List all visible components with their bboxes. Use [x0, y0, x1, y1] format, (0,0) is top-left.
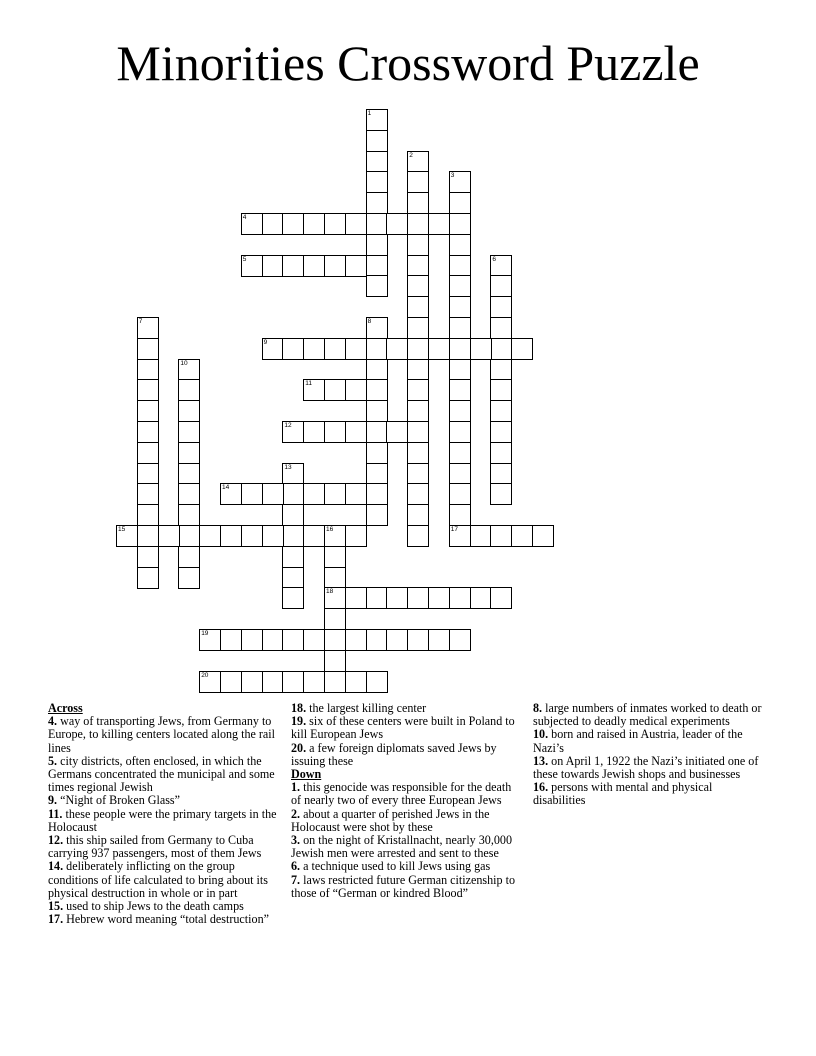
crossword-cell[interactable] [366, 275, 388, 297]
crossword-cell[interactable] [282, 338, 304, 360]
crossword-cell[interactable] [407, 255, 429, 277]
crossword-cell[interactable] [386, 338, 408, 360]
crossword-cell[interactable] [303, 255, 325, 277]
clue-text: way of transporting Jews, from Germany to Europe, to killing centers located along the rail lines [48, 714, 276, 755]
clue-number-label: 3. [291, 833, 301, 848]
crossword-cell[interactable] [366, 421, 388, 443]
crossword-cell[interactable] [366, 255, 388, 277]
crossword-cell[interactable] [241, 671, 263, 693]
clue-number: 8 [367, 318, 372, 325]
clue-text: Hebrew word meaning “total destruction” [63, 912, 269, 927]
clue-number-label: 15. [48, 899, 64, 914]
crossword-cell[interactable] [282, 525, 304, 547]
crossword-cell[interactable] [282, 213, 304, 235]
crossword-cell[interactable] [303, 525, 325, 547]
clue-number: 3 [450, 172, 455, 180]
down-clue [533, 755, 765, 781]
clue-number: 14 [222, 484, 230, 492]
crossword-cell[interactable] [532, 525, 554, 547]
crossword-cell[interactable] [428, 629, 450, 651]
crossword-cell[interactable] [490, 296, 512, 318]
crossword-cell[interactable] [137, 567, 159, 589]
crossword-cell[interactable] [366, 504, 388, 526]
crossword-cell[interactable] [199, 671, 221, 693]
crossword-cell[interactable] [137, 463, 159, 485]
crossword-cell[interactable] [282, 483, 304, 505]
crossword-cell[interactable] [282, 671, 304, 693]
crossword-cell[interactable] [158, 525, 180, 547]
clue-text: on the night of Kristallnacht, nearly 30,000 Jewish men were arrested and sent to these [291, 833, 513, 861]
crossword-cell[interactable] [366, 379, 388, 401]
crossword-cell[interactable] [407, 587, 429, 609]
clue-text: deliberately inflicting on the group conditions of life calculated to bring about its physical destruction in whole or in part [48, 859, 268, 900]
crossword-cell[interactable] [220, 671, 242, 693]
crossword-cell[interactable] [324, 525, 346, 547]
crossword-cell[interactable] [178, 400, 200, 422]
crossword-cell[interactable] [303, 421, 325, 443]
clue-number-label: 18. [291, 701, 307, 715]
clue-number: 17 [450, 526, 459, 533]
crossword-cell[interactable] [449, 463, 471, 485]
crossword-cell[interactable] [449, 234, 471, 256]
crossword-cell[interactable] [345, 255, 367, 277]
crossword-cell[interactable] [178, 442, 200, 464]
crossword-cell[interactable] [366, 171, 388, 193]
crossword-cell[interactable] [178, 483, 200, 505]
down-clue-list [291, 781, 523, 900]
crossword-cell[interactable] [490, 400, 512, 422]
clue-text: this genocide was responsible for the death of nearly two of every three European Jews [291, 780, 512, 808]
crossword-cell[interactable] [511, 338, 533, 360]
crossword-cell[interactable] [449, 400, 471, 422]
crossword-cell[interactable] [366, 629, 388, 651]
crossword-cell[interactable] [470, 587, 492, 609]
crossword-cell[interactable] [324, 483, 346, 505]
crossword-cell[interactable] [407, 379, 429, 401]
crossword-cell[interactable] [137, 421, 159, 443]
crossword-cell[interactable] [137, 359, 159, 381]
crossword-cell[interactable] [282, 546, 304, 568]
clue-text: this ship sailed from Germany to Cuba carrying 937 passengers, most of them Jews [48, 833, 262, 861]
clue-number-label: 1. [291, 780, 301, 795]
crossword-cell[interactable] [345, 338, 367, 360]
crossword-cell[interactable] [407, 213, 429, 235]
crossword-cell[interactable] [366, 234, 388, 256]
crossword-cell[interactable] [366, 359, 388, 381]
crossword-cell[interactable] [241, 255, 263, 277]
crossword-cell[interactable] [137, 483, 159, 505]
crossword-cell[interactable] [449, 255, 471, 277]
crossword-cell[interactable] [137, 317, 159, 339]
clue-text: the largest killing center [306, 701, 427, 715]
across-clue-list [48, 715, 280, 926]
clue-number-label: 8. [533, 701, 543, 715]
clue-text: city districts, often enclosed, in which the Germans concentrated the municipal and some times regional Jewish [48, 753, 275, 795]
crossword-cell[interactable] [303, 483, 325, 505]
crossword-cell[interactable] [282, 255, 304, 277]
down-clue [291, 808, 523, 834]
crossword-cell[interactable] [137, 546, 159, 568]
crossword-cell[interactable] [490, 317, 512, 339]
down-clue-list-continued [533, 702, 765, 808]
crossword-cell[interactable] [137, 379, 159, 401]
clue-number: 4 [242, 214, 247, 221]
clue-number: 5 [242, 255, 247, 263]
crossword-cell[interactable] [428, 587, 450, 609]
clue-number-label: 4. [48, 714, 58, 729]
crossword-cell[interactable] [449, 275, 471, 297]
clue-number-label: 5. [48, 753, 58, 768]
clue-text: large numbers of inmates worked to death or subjected to deadly medical experiments [533, 701, 762, 729]
crossword-cell[interactable] [407, 275, 429, 297]
crossword-cell[interactable] [449, 421, 471, 443]
crossword-cell[interactable] [324, 650, 346, 672]
crossword-cell[interactable] [407, 296, 429, 318]
crossword-cell[interactable] [345, 671, 367, 693]
clue-text: a few foreign diplomats saved Jews by issuing these [291, 740, 497, 768]
crossword-cell[interactable] [407, 359, 429, 381]
crossword-cell[interactable] [386, 629, 408, 651]
clues-column-1 [48, 702, 280, 926]
crossword-cell[interactable] [241, 629, 263, 651]
page-title: Minorities Crossword Puzzle [116, 35, 700, 91]
clue-number-label: 13. [533, 753, 549, 768]
crossword-cell[interactable] [282, 421, 304, 443]
clue-number: 18 [326, 588, 334, 596]
across-clue [291, 715, 523, 741]
crossword-cell[interactable] [345, 629, 367, 651]
crossword-cell[interactable] [490, 338, 512, 360]
clue-text: a technique used to kill Jews using gas [300, 859, 491, 874]
crossword-cell[interactable] [366, 109, 388, 131]
clue-text: used to ship Jews to the death camps [63, 899, 244, 914]
crossword-cell[interactable] [407, 171, 429, 193]
crossword-cell[interactable] [366, 587, 388, 609]
crossword-cell[interactable] [449, 192, 471, 214]
crossword-cell[interactable] [366, 463, 388, 485]
crossword-cell[interactable] [490, 421, 512, 443]
crossword-cell[interactable] [449, 587, 471, 609]
crossword-cell[interactable] [345, 421, 367, 443]
across-clue [48, 755, 280, 795]
crossword-cell[interactable] [470, 338, 492, 360]
across-clue [291, 742, 523, 768]
crossword-cell[interactable] [490, 255, 512, 277]
clue-number-label: 14. [48, 859, 64, 874]
crossword-cell[interactable] [324, 587, 346, 609]
crossword-cell[interactable] [490, 442, 512, 464]
crossword-cell[interactable] [178, 463, 200, 485]
crossword-cell[interactable] [282, 629, 304, 651]
crossword-cell[interactable] [449, 629, 471, 651]
crossword-cell[interactable] [449, 504, 471, 526]
crossword-cell[interactable] [178, 379, 200, 401]
crossword-cell[interactable] [262, 525, 284, 547]
crossword-cell[interactable] [366, 442, 388, 464]
crossword-cell[interactable] [324, 567, 346, 589]
crossword-cell[interactable] [366, 130, 388, 152]
crossword-cell[interactable] [220, 483, 242, 505]
crossword-cell[interactable] [262, 629, 284, 651]
crossword-cell[interactable] [303, 671, 325, 693]
across-clue [48, 715, 280, 755]
across-clue [48, 860, 280, 900]
clue-number: 15 [118, 526, 126, 533]
crossword-cell[interactable] [137, 400, 159, 422]
crossword-cell[interactable] [345, 213, 367, 235]
crossword-cell[interactable] [116, 525, 138, 547]
clue-text: on April 1, 1922 the Nazi’s initiated one of these towards Jewish shops and businesses [533, 753, 759, 782]
clue-number: 6 [492, 255, 497, 263]
clues-column-3 [533, 702, 765, 808]
across-clue [48, 834, 280, 860]
crossword-cell[interactable] [366, 213, 388, 235]
crossword-cell[interactable] [178, 567, 200, 589]
crossword-cell[interactable] [262, 483, 284, 505]
crossword-cell[interactable] [449, 525, 471, 547]
crossword-cell[interactable] [324, 421, 346, 443]
clue-number: 10 [180, 359, 188, 367]
clue-number: 13 [284, 463, 292, 471]
crossword-cell[interactable] [407, 629, 429, 651]
crossword-cell[interactable] [490, 587, 512, 609]
crossword-cell[interactable] [407, 151, 429, 173]
clue-number-label: 12. [48, 833, 64, 848]
crossword-cell[interactable] [282, 587, 304, 609]
crossword-cell[interactable] [366, 317, 388, 339]
crossword-cell[interactable] [428, 338, 450, 360]
crossword-cell[interactable] [324, 629, 346, 651]
clue-text: persons with mental and physical disabilities [533, 780, 713, 808]
down-clue [291, 874, 523, 900]
down-heading: Down [291, 767, 322, 782]
crossword-cell[interactable] [407, 483, 429, 505]
crossword-cell[interactable] [199, 629, 221, 651]
crossword-cell[interactable] [407, 234, 429, 256]
crossword-cell[interactable] [324, 546, 346, 568]
crossword-cell[interactable] [345, 525, 367, 547]
crossword-cell[interactable] [366, 671, 388, 693]
down-clue [291, 834, 523, 860]
crossword-cell[interactable] [386, 421, 408, 443]
crossword-cell[interactable] [407, 421, 429, 443]
crossword-cell[interactable] [490, 359, 512, 381]
crossword-cell[interactable] [324, 379, 346, 401]
clue-number-label: 9. [48, 793, 58, 808]
clue-text: about a quarter of perished Jews in the Holocaust were shot by these [291, 806, 490, 834]
crossword-cell[interactable] [407, 504, 429, 526]
clue-number: 12 [284, 422, 292, 429]
crossword-cell[interactable] [366, 151, 388, 173]
crossword-cell[interactable] [220, 629, 242, 651]
clue-number: 1 [367, 110, 372, 117]
crossword-cell[interactable] [303, 629, 325, 651]
crossword-cell[interactable] [428, 213, 450, 235]
crossword-cell[interactable] [324, 255, 346, 277]
crossword-cell[interactable] [449, 483, 471, 505]
crossword-cell[interactable] [262, 255, 284, 277]
crossword-cell[interactable] [220, 525, 242, 547]
crossword-cell[interactable] [241, 525, 263, 547]
down-clue [533, 781, 765, 807]
across-clue-list-continued [291, 702, 523, 768]
clue-number-label: 10. [533, 727, 549, 742]
crossword-cell[interactable] [407, 338, 429, 360]
clue-number-label: 2. [291, 806, 301, 821]
crossword-cell[interactable] [449, 338, 471, 360]
crossword-cell[interactable] [324, 671, 346, 693]
down-clue [533, 728, 765, 754]
crossword-cell[interactable] [490, 463, 512, 485]
crossword-cell[interactable] [178, 504, 200, 526]
crossword-cell[interactable] [178, 421, 200, 443]
crossword-cell[interactable] [137, 442, 159, 464]
clue-number: 7 [138, 318, 143, 325]
crossword-cell[interactable] [407, 400, 429, 422]
clue-number-label: 20. [291, 740, 307, 755]
clue-number-label: 17. [48, 912, 64, 927]
crossword-cell[interactable] [449, 442, 471, 464]
crossword-cell[interactable] [407, 463, 429, 485]
crossword-cell[interactable] [386, 587, 408, 609]
clue-text: born and raised in Austria, leader of the Nazi’s [533, 727, 743, 755]
crossword-cell[interactable] [324, 338, 346, 360]
crossword-cell[interactable] [324, 213, 346, 235]
crossword-cell[interactable] [366, 400, 388, 422]
crossword-cell[interactable] [366, 338, 388, 360]
crossword-cell[interactable] [345, 379, 367, 401]
clue-number: 20 [201, 671, 209, 679]
crossword-cell[interactable] [262, 338, 284, 360]
crossword-cell[interactable] [241, 213, 263, 235]
crossword-cell[interactable] [178, 546, 200, 568]
clue-number: 19 [201, 630, 209, 637]
across-heading: Across [48, 701, 83, 715]
crossword-cell[interactable] [345, 587, 367, 609]
down-clue [291, 781, 523, 807]
crossword-cell[interactable] [449, 213, 471, 235]
clues-column-2 [291, 702, 523, 900]
crossword-cell[interactable] [282, 567, 304, 589]
clue-number-label: 7. [291, 872, 301, 887]
crossword-cell[interactable] [366, 483, 388, 505]
clue-number-label: 11. [48, 806, 63, 821]
crossword-cell[interactable] [449, 359, 471, 381]
clue-number-label: 19. [291, 714, 307, 729]
clue-number: 2 [409, 151, 413, 159]
crossword-cell[interactable] [199, 525, 221, 547]
clue-number-label: 6. [291, 859, 301, 874]
crossword-cell[interactable] [262, 213, 284, 235]
crossword-cell[interactable] [241, 483, 263, 505]
crossword-cell[interactable] [470, 525, 492, 547]
crossword-cell[interactable] [303, 379, 325, 401]
crossword-cell[interactable] [178, 359, 200, 381]
clue-text: these people were the primary targets in the Holocaust [48, 806, 277, 834]
crossword-cell[interactable] [137, 525, 159, 547]
across-clue [48, 913, 280, 926]
clue-number: 11 [305, 380, 312, 388]
crossword-cell[interactable] [282, 463, 304, 485]
crossword-cell[interactable] [511, 525, 533, 547]
crossword-cell[interactable] [407, 442, 429, 464]
crossword-cell[interactable] [490, 275, 512, 297]
clue-number: 16 [326, 526, 334, 533]
crossword-cell[interactable] [303, 338, 325, 360]
crossword-cell[interactable] [407, 317, 429, 339]
crossword-cell[interactable] [490, 379, 512, 401]
down-clue [533, 702, 765, 728]
crossword-cell[interactable] [407, 192, 429, 214]
crossword-cell[interactable] [137, 338, 159, 360]
crossword-cell[interactable] [449, 317, 471, 339]
crossword-cell[interactable] [303, 213, 325, 235]
clue-text: “Night of Broken Glass” [57, 793, 181, 808]
crossword-cell[interactable] [366, 192, 388, 214]
crossword-cell[interactable] [449, 171, 471, 193]
across-clue [48, 808, 280, 834]
crossword-cell[interactable] [262, 671, 284, 693]
crossword-cell[interactable] [490, 525, 512, 547]
crossword-cell[interactable] [345, 483, 367, 505]
crossword-cell[interactable] [449, 379, 471, 401]
crossword-cell[interactable] [324, 608, 346, 630]
crossword-cell[interactable] [137, 504, 159, 526]
clue-text: laws restricted future German citizenship to those of “German or kindred Blood” [291, 872, 516, 900]
crossword-cell[interactable] [386, 213, 408, 235]
crossword-cell[interactable] [282, 504, 304, 526]
crossword-cell[interactable] [490, 483, 512, 505]
clue-text: six of these centers were built in Poland to kill European Jews [291, 714, 515, 742]
clue-number: 9 [263, 338, 268, 346]
crossword-cell[interactable] [449, 296, 471, 318]
crossword-cell[interactable] [178, 525, 200, 547]
crossword-cell[interactable] [407, 525, 429, 547]
clue-number-label: 16. [533, 780, 549, 795]
